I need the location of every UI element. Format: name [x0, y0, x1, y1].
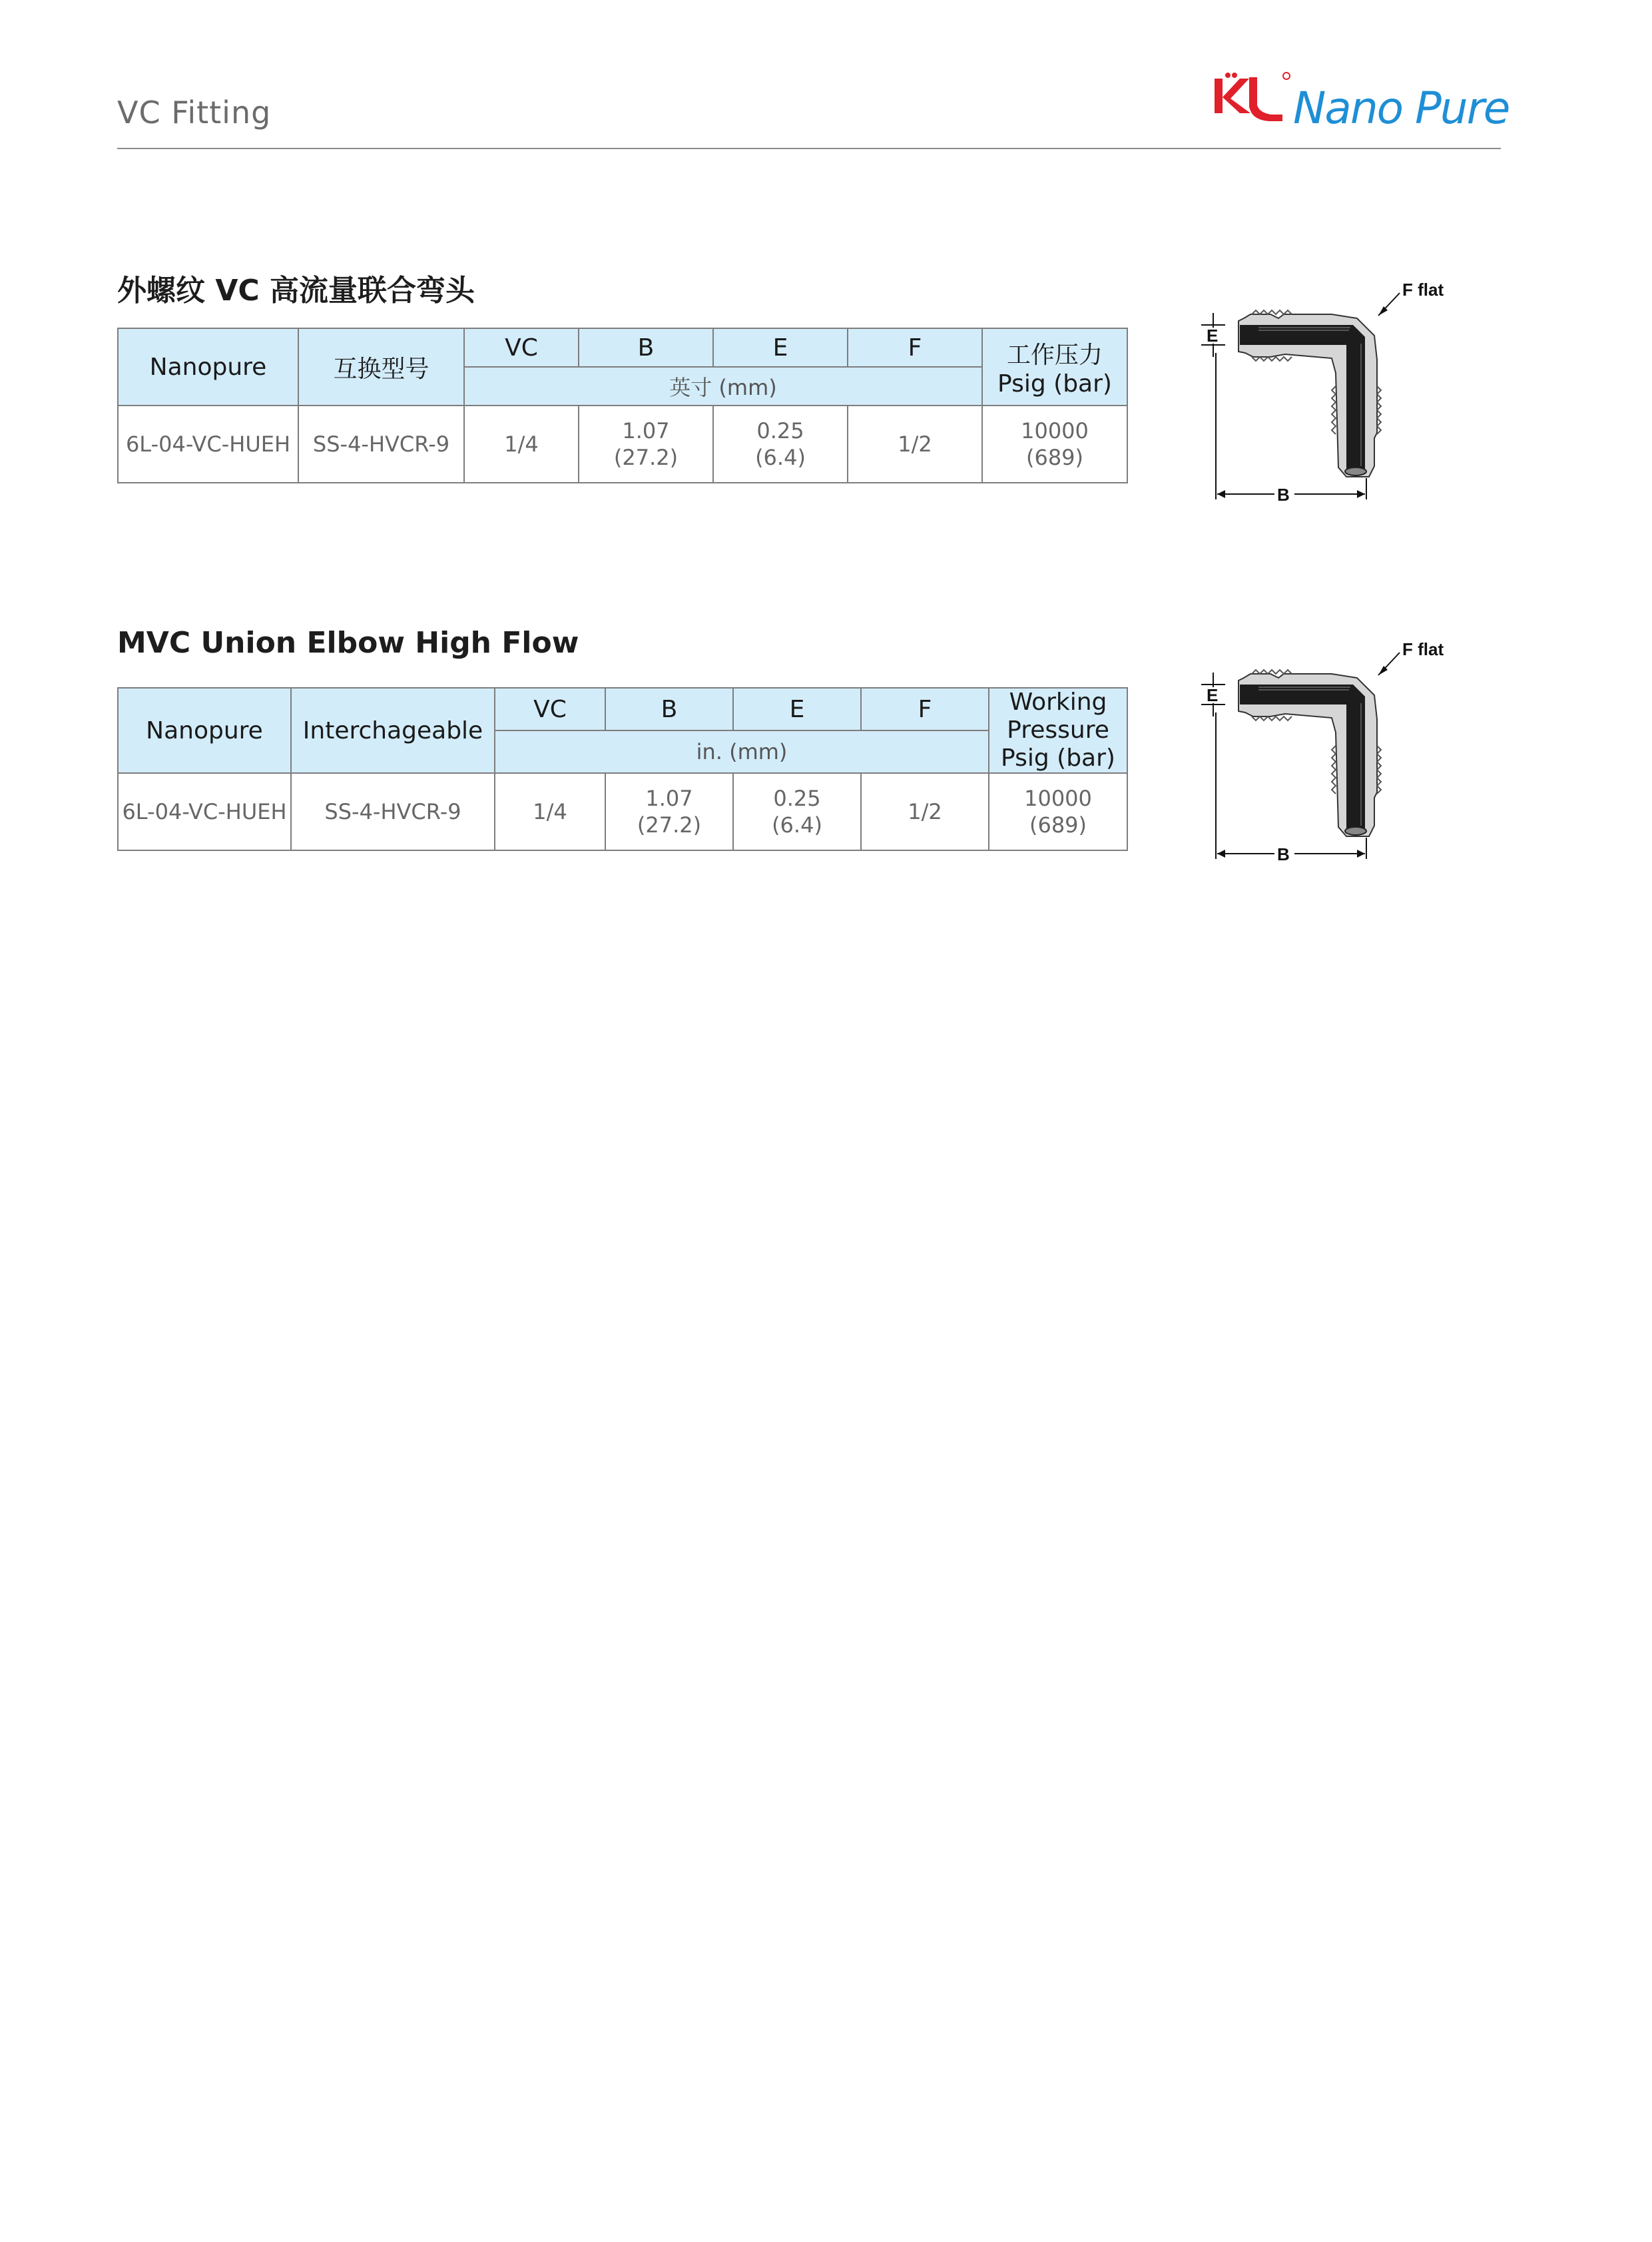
cell-vc: 1/4 [495, 773, 605, 850]
col-header-e: E [733, 688, 861, 730]
section-title-en: MVC Union Elbow High Flow [117, 626, 579, 660]
cell-f: 1/2 [861, 773, 989, 850]
table-row [118, 406, 1127, 483]
col-header-f: F [861, 688, 989, 730]
f-flat-label: F flat [1402, 280, 1444, 300]
cell-pressure-bar: (689) [1025, 445, 1084, 470]
e-dim-label: E [1207, 685, 1219, 705]
pressure-line-2: Pressure [1007, 716, 1109, 744]
cell-interchange: SS-4-HVCR-9 [298, 406, 464, 483]
cell-b-in: 1.07 [645, 786, 693, 811]
elbow-fitting-icon [1199, 639, 1478, 879]
spec-table-en [117, 687, 1128, 851]
col-header-interchange: Interchageable [291, 688, 495, 773]
col-header-pressure [982, 328, 1127, 406]
cell-b-mm: (27.2) [637, 812, 702, 838]
cell-pressure [989, 773, 1127, 850]
f-flat-label: F flat [1402, 639, 1444, 659]
col-header-nanopure: Nanopure [118, 688, 291, 773]
unit-header: in. (mm) [495, 730, 989, 773]
kl-logo-mark-icon [1212, 72, 1292, 136]
cell-b [605, 773, 733, 850]
cell-pressure-psig: 10000 [1021, 418, 1089, 443]
logo-wordmark: Nano Pure [1293, 83, 1510, 134]
cell-e-in: 0.25 [756, 418, 804, 443]
col-header-b: B [579, 328, 713, 367]
pressure-line-1: 工作压力 [1006, 342, 1103, 369]
cell-e [733, 773, 861, 850]
nanopure-logo [1212, 72, 1510, 136]
col-header-nanopure: Nanopure [118, 328, 298, 406]
cell-e-mm: (6.4) [755, 445, 806, 470]
elbow-drawing [1201, 639, 1444, 864]
cell-e-mm: (6.4) [772, 812, 822, 838]
col-header-vc: VC [495, 688, 605, 730]
col-header-interchange: 互换型号 [298, 328, 464, 406]
cell-b-mm: (27.2) [613, 445, 679, 470]
elbow-diagram-en [1199, 639, 1478, 879]
col-header-f: F [848, 328, 982, 367]
section-title-cn: 外螺纹 VC 高流量联合弯头 [117, 274, 475, 308]
cell-vc: 1/4 [464, 406, 579, 483]
col-header-pressure [989, 688, 1127, 773]
pressure-line-1: Working [1009, 689, 1107, 716]
col-header-vc: VC [464, 328, 579, 367]
elbow-diagram-cn [1199, 280, 1478, 519]
cell-f: 1/2 [848, 406, 982, 483]
spec-table-cn [117, 328, 1128, 483]
pressure-line-3: Psig (bar) [1001, 744, 1115, 772]
page-header-title: VC Fitting [117, 95, 272, 131]
elbow-fitting-icon [1199, 280, 1478, 519]
col-header-b: B [605, 688, 733, 730]
unit-header: 英寸 (mm) [464, 367, 982, 406]
cell-b [579, 406, 713, 483]
b-dim-label: B [1277, 485, 1290, 505]
cell-e-in: 0.25 [773, 786, 821, 811]
pressure-line-2: Psig (bar) [997, 370, 1112, 398]
cell-interchange: SS-4-HVCR-9 [291, 773, 495, 850]
cell-nanopure: 6L-04-VC-HUEH [118, 406, 298, 483]
cell-pressure [982, 406, 1127, 483]
col-header-e: E [713, 328, 848, 367]
header-divider [117, 148, 1501, 149]
table-row [118, 773, 1127, 850]
e-dim-label: E [1207, 326, 1219, 346]
b-dim-label: B [1277, 844, 1290, 864]
elbow-drawing [1201, 280, 1444, 505]
cell-pressure-psig: 10000 [1024, 786, 1092, 811]
cell-e [713, 406, 848, 483]
cell-b-in: 1.07 [622, 418, 670, 443]
cell-pressure-bar: (689) [1029, 812, 1087, 838]
cell-nanopure: 6L-04-VC-HUEH [118, 773, 291, 850]
